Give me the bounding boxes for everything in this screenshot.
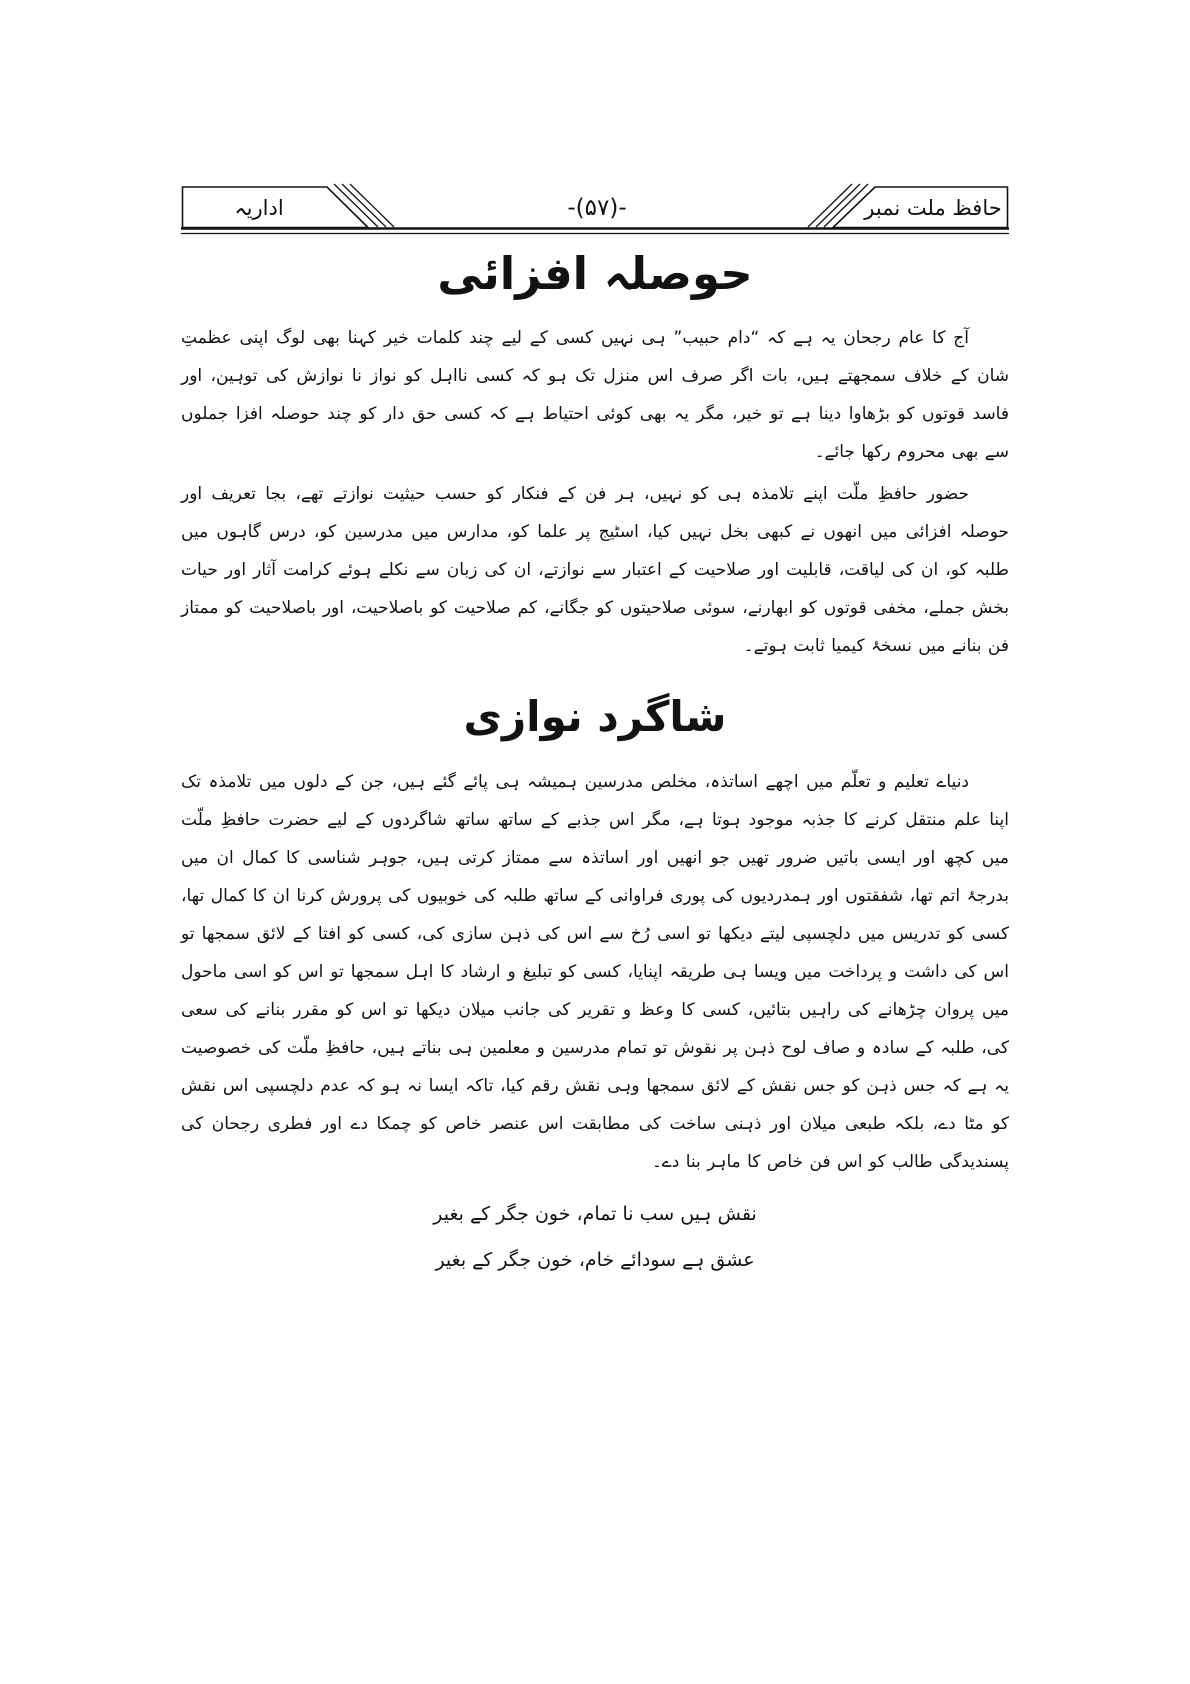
paragraph: حضور حافظِ ملّت اپنے تلامذہ ہی کو نہیں، ہر فن کے فنکار کو حسب حیثیت نوازتے تھے، بجا تعریف اور حوصلہ افزائی میں انھوں نے کبھی بخل نہیں کیا، اسٹیج پر علما کو، مدارس میں مدرسین کو، درس گاہوں میں طلبہ کو، ان کی لیاقت، قابلیت اور صلاحیت کے اعتبار سے نوازتے، ان کی زبان سے نکلے ہوئے کرامت آثار اور حیات بخش جملے، مخفی قوتوں کو ابھارنے، سوئی صلاحیتوں کو جگانے، کم صلاحیت کو باصلاحیت، اور باصلاحیت کو ممتاز فن بنانے میں نسخۂ کیمیا ثابت ہوتے۔	[181, 483, 1009, 656]
page-number: -(۵۷)-	[567, 195, 627, 221]
paragraph: دنیاے تعلیم و تعلّم میں اچھے اساتذہ، مخلص مدرسین ہمیشہ ہی پائے گئے ہیں، جن کے دلوں میں تلامذہ تک اپنا علم منتقل کرنے کا جذبہ موجود ہوتا ہے، مگر اس جذبے کے ساتھ ساتھ شاگردوں کے لیے حضرت حافظِ ملّت میں کچھ اور ایسی باتیں ضرور تھیں جو انھیں اور اساتذہ سے ممتاز کرتی ہیں، جوہر شناسی کا کمال ان میں بدرجۂ اتم تھا، شفقتوں اور ہمدردیوں کی پوری فراوانی کے ساتھ طلبہ کی خوبیوں کی پرورش کرنا ان کا کمال تھا، کسی کو تدریس میں دلچسپی لیتے دیکھا تو اسی رُخ سے اس کی ذہن سازی کی، کسی کو افتا کے لائق سمجھا تو اس کی داشت و پرداخت میں ویسا ہی طریقہ اپنایا، کسی کو تبلیغ و ارشاد کا اہل سمجھا تو اس کو اسی ماحول میں پروان چڑھانے کی راہیں بتائیں، کسی کا وعظ و تقریر کی جانب میلان دیکھا تو اس کو مقرر بنانے کی سعی کی، طلبہ کے سادہ و صاف لوح ذہن پر نقوش تو تمام مدرسین و معلمین ہی بناتے ہیں، حافظِ ملّت کی خصوصیت یہ ہے کہ جس ذہن کو جس نقش کے لائق سمجھا وہی نقش رقم کیا، تاکہ ایسا نہ ہو کہ عدم دلچسپی اس نقش کو مٹا دے، بلکہ طبعی میلان اور ذہنی ساخت کی مطابقت اس عنصر خاص کو چمکا دے اور فطری رجحان کی پسندیدگی طالب کو اس فن خاص کا ماہر بنا دے۔	[181, 772, 1009, 1173]
poetry-couplet	[181, 1191, 1009, 1283]
editorial-tab-label: اداریہ	[234, 196, 284, 220]
section-heading-student-patronage: شاگرد نوازی	[463, 691, 727, 741]
issue-tab	[808, 184, 1008, 228]
header-band	[181, 178, 1009, 236]
double-rule	[181, 229, 1009, 234]
issue-tab-label: حافظ ملت نمبر	[864, 196, 1002, 220]
page-content	[181, 178, 1009, 1283]
poetry-line: عشق ہے سودائے خام، خون جگر کے بغیر	[435, 1249, 755, 1272]
editorial-tab	[183, 184, 395, 228]
poetry-line: نقش ہیں سب نا تمام، خون جگر کے بغیر	[433, 1203, 757, 1226]
paragraph: آج کا عام رجحان یہ ہے کہ “دام حبیب” ہی نہیں کسی کے لیے چند کلمات خیر کہنا بھی لوگ اپنی عظمتِ شان کے خلاف سمجھتے ہیں، بات اگر صرف اس منزل تک ہو کہ کسی نااہل کو نواز نا نوازش کی توہین، اور فاسد قوتوں کو بڑھاوا دینا ہے تو خیر، مگر یہ بھی کوئی احتیاط ہے کہ کسی حق دار کو چند حوصلہ افزا جملوں سے بھی محروم رکھا جائے۔	[181, 327, 1009, 462]
section-heading-encouragement: حوصلہ افزائی	[437, 247, 753, 300]
